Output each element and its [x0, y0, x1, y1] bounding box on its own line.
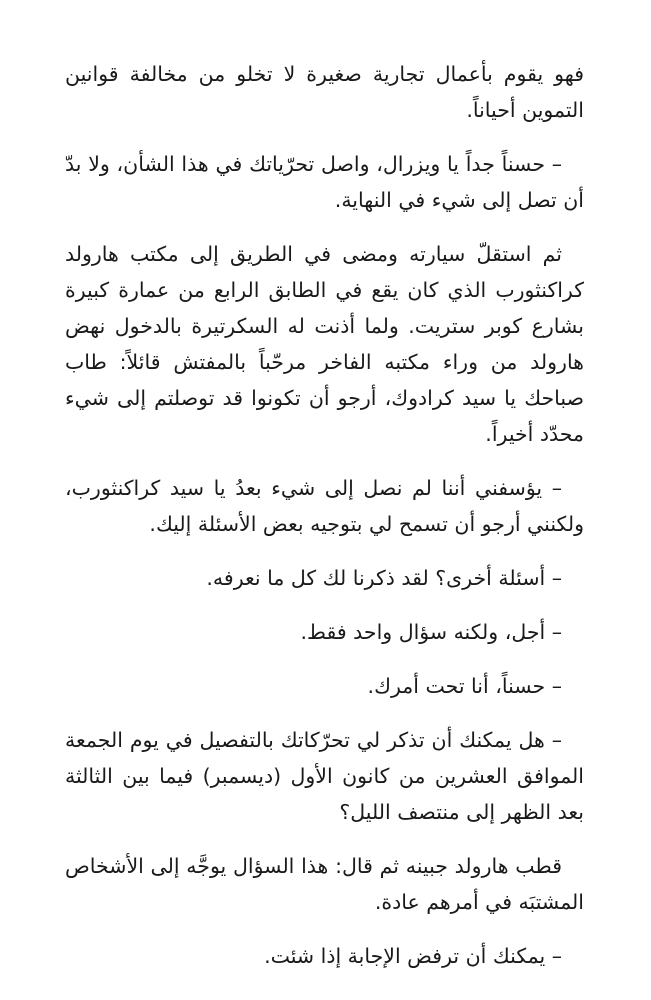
book-page-text [65, 56, 584, 992]
paragraph-8-dialogue: – هل يمكنك أن تذكر لي تحرّكاتك بالتفصيل في يوم الجمعة الموافق العشرين من كانون الأول (ديسمبر) فيما بين الثالثة بعد الظهر إلى منتصف الليل؟ [65, 728, 584, 824]
paragraph-7-dialogue: – حسناً، أنا تحت أمرك. [367, 674, 562, 698]
paragraph-1: فهو يقوم بأعمال تجارية صغيرة لا تخلو من مخالفة قوانين التموين أحياناً. [65, 62, 584, 122]
paragraph-2-dialogue: – حسناً جداً يا ويزرال، واصل تحرّياتك في هذا الشأن، ولا بدّ أن تصل إلى شيء في النهاية. [65, 152, 584, 212]
paragraph-4-dialogue: – يؤسفني أننا لم نصل إلى شيء بعدُ يا سيد كراكنثورب، ولكنني أرجو أن تسمح لي بتوجيه بعض الأسئلة إليك. [65, 476, 584, 536]
paragraph-9-narration: قطب هارولد جبينه ثم قال: هذا السؤال يوجَّه إلى الأشخاص المشتبَه في أمرهم عادة. [65, 854, 584, 914]
paragraph-10-dialogue: – يمكنك أن ترفض الإجابة إذا شئت. [264, 944, 562, 968]
paragraph-3-narration: ثم استقلّ سيارته ومضى في الطريق إلى مكتب هارولد كراكنثورب الذي كان يقع في الطابق الرابع من عمارة كبيرة بشارع كوبر ستريت. ولما أذنت له السكرتيرة بالدخول نهض هارولد من وراء مكتبه الفاخر مرحّباً بالمفتش قائلاً: طاب صباحك يا سيد كرادوك، أرجو أن تكونوا قد توصلتم إلى شيء محدّد أخيراً. [65, 242, 584, 446]
paragraph-6-dialogue: – أجل، ولكنه سؤال واحد فقط. [300, 620, 562, 644]
paragraph-5-dialogue: – أسئلة أخرى؟ لقد ذكرنا لك كل ما نعرفه. [206, 566, 562, 590]
